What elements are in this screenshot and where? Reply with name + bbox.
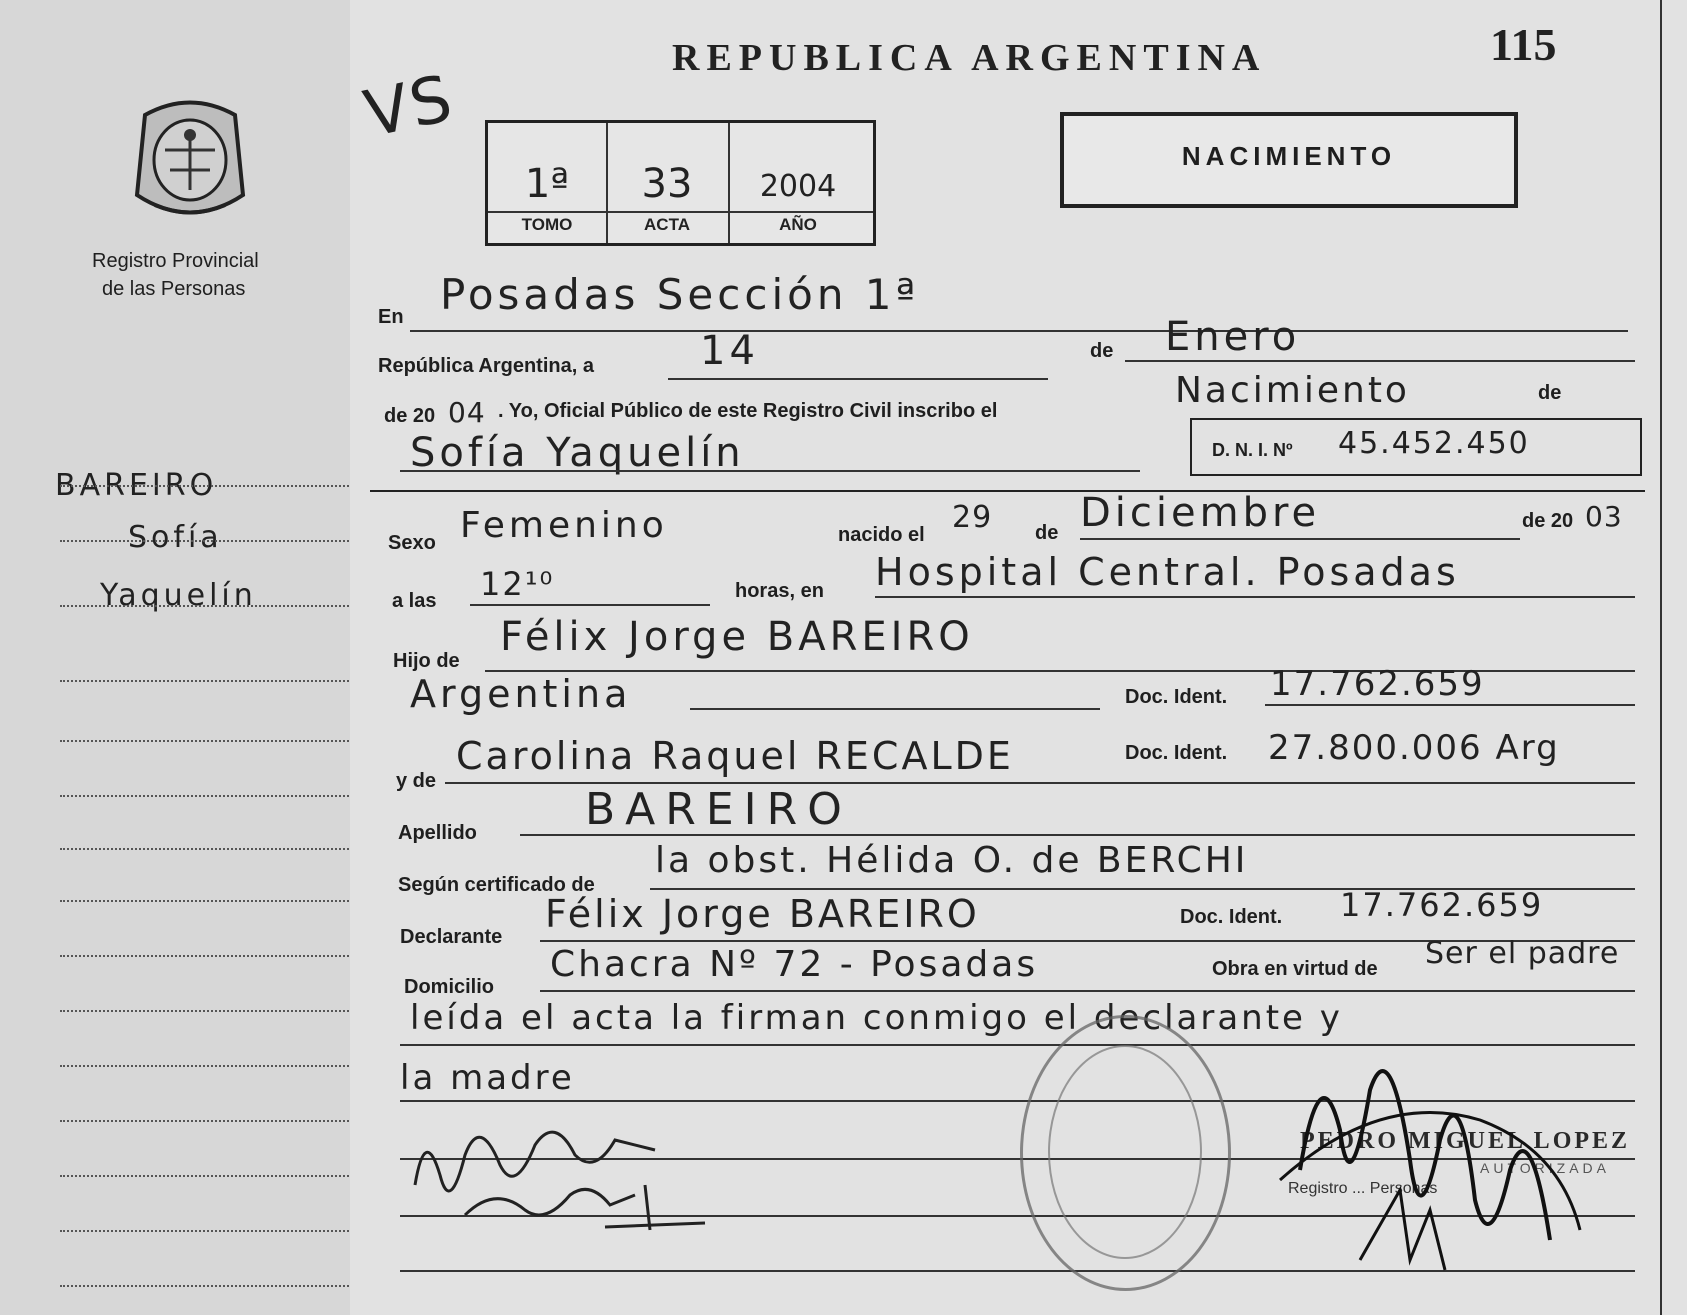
margin-rule [60, 848, 360, 850]
month-line [1125, 360, 1635, 362]
record-reference-table [485, 120, 876, 246]
event-value: Nacimiento [1175, 370, 1410, 411]
acta-value: 33 [641, 161, 693, 207]
domicilio-value: Chacra Nº 72 - Posadas [550, 944, 1039, 985]
section-divider [370, 490, 1645, 492]
closing-line-1: leída el acta la firman conmigo el declarante y [410, 998, 1343, 1038]
apellido-value: BAREIRO [585, 784, 852, 835]
margin-rule [60, 955, 360, 957]
margin-rule [60, 1230, 360, 1232]
margin-rule [60, 740, 360, 742]
registry-name-line1: Registro Provincial [92, 250, 259, 272]
margin-rule [60, 540, 360, 542]
ano-label: AÑO [779, 215, 817, 234]
record-type-box [1060, 112, 1518, 208]
tomo-label: TOMO [521, 215, 573, 234]
official-title-side: AUTORIZADA [1480, 1160, 1610, 1176]
day-line [668, 378, 1048, 380]
birth-year-prefix: de 20 [1522, 510, 1574, 532]
apellido-label: Apellido [398, 822, 477, 844]
de3-label: de [1035, 522, 1059, 544]
mother-doc: 27.800.006 Arg [1268, 728, 1560, 768]
sexo-value: Femenino [460, 505, 668, 546]
margin-column [0, 0, 353, 1315]
dni-label: D. N. I. Nº [1212, 440, 1293, 460]
birth-year-value: 03 [1585, 500, 1623, 533]
de-label: de [1090, 340, 1114, 362]
certificate-value: la obst. Hélida O. de BERCHI [655, 840, 1249, 881]
horas-label: horas, en [735, 580, 824, 602]
official-title: Registro ... Personas [1288, 1180, 1438, 1197]
birth-month: Diciembre [1080, 490, 1321, 536]
margin-rule [60, 1065, 360, 1067]
place-line [875, 596, 1635, 598]
year-value: 04 [448, 396, 486, 429]
child-name: Sofía Yaquelín [410, 430, 745, 476]
hour-value: 12¹⁰ [480, 565, 555, 603]
republica-label: República Argentina, a [378, 355, 594, 377]
declarante-doc: 17.762.659 [1340, 886, 1544, 924]
birth-day: 29 [952, 500, 993, 535]
sexo-label: Sexo [388, 532, 436, 554]
day-value: 14 [700, 328, 759, 374]
obra-label: Obra en virtud de [1212, 958, 1378, 980]
en-value: Posadas Sección 1ª [440, 270, 920, 319]
ano-value: 2004 [759, 169, 837, 204]
month-value: Enero [1165, 314, 1301, 360]
birth-place: Hospital Central. Posadas [875, 550, 1460, 594]
year-prefix: de 20 [384, 405, 436, 427]
margin-rule [60, 1175, 360, 1177]
official-seal-inner [1048, 1045, 1202, 1259]
declarante-doc-label: Doc. Ident. [1180, 906, 1283, 928]
margin-rule [60, 605, 360, 607]
y-de-label: y de [396, 770, 437, 792]
margin-rule [60, 1285, 360, 1287]
margin-rule [60, 1010, 360, 1012]
margin-rule [60, 680, 360, 682]
apellido-line [520, 834, 1635, 836]
margin-rule [60, 795, 360, 797]
margin-note-given1: Sofía [128, 520, 223, 555]
name-line [400, 470, 1140, 472]
corner-initials: VS [358, 61, 461, 153]
declarante-label: Declarante [400, 926, 503, 948]
father-name: Félix Jorge BAREIRO [500, 614, 974, 660]
margin-note-given2: Yaquelín [100, 578, 257, 613]
right-border [1660, 0, 1662, 1315]
dni-value: 45.452.450 [1338, 426, 1530, 461]
hour-line [470, 604, 710, 606]
declarant-signature-icon [405, 1095, 735, 1235]
father-nationality: Argentina [410, 672, 632, 716]
father-doc-line [1265, 704, 1635, 706]
segun-label: Según certificado de [398, 874, 595, 896]
nationality-line [690, 708, 1100, 710]
tomo-value: 1ª [524, 161, 570, 207]
hijo-label: Hijo de [393, 650, 460, 672]
mother-doc-label: Doc. Ident. [1125, 742, 1228, 764]
de2-label: de [1538, 382, 1562, 404]
obra-value: Ser el padre [1425, 936, 1620, 971]
en-label: En [378, 306, 404, 328]
page-number: 115 [1490, 19, 1557, 70]
nacido-label: nacido el [838, 524, 925, 546]
official-signature-icon [1260, 1010, 1600, 1295]
margin-rule [60, 1120, 360, 1122]
margin-rule [60, 900, 360, 902]
father-doc-label: Doc. Ident. [1125, 686, 1228, 708]
domicilio-label: Domicilio [404, 976, 495, 998]
domicilio-line [540, 990, 1635, 992]
country-title: REPUBLICA ARGENTINA [672, 37, 1267, 79]
registry-name-line2: de las Personas [102, 278, 246, 300]
record-type-label: NACIMIENTO [1181, 141, 1397, 171]
acta-label: ACTA [644, 215, 690, 234]
official-name: PEDRO MIGUEL LOPEZ [1300, 1128, 1631, 1154]
father-doc: 17.762.659 [1270, 664, 1485, 704]
birth-month-line [1080, 538, 1520, 540]
a-las-label: a las [392, 590, 437, 612]
mother-name: Carolina Raquel RECALDE [456, 734, 1014, 778]
provincial-seal-emblem-icon [125, 90, 255, 230]
closing-line-2: la madre [400, 1058, 575, 1098]
margin-note-surname: BAREIRO [55, 468, 218, 503]
oficial-text: . Yo, Oficial Público de este Registro Civil inscribo el [498, 400, 998, 422]
margin-rule [60, 485, 360, 487]
en-line [410, 330, 1628, 332]
declarante-value: Félix Jorge BAREIRO [545, 892, 980, 936]
